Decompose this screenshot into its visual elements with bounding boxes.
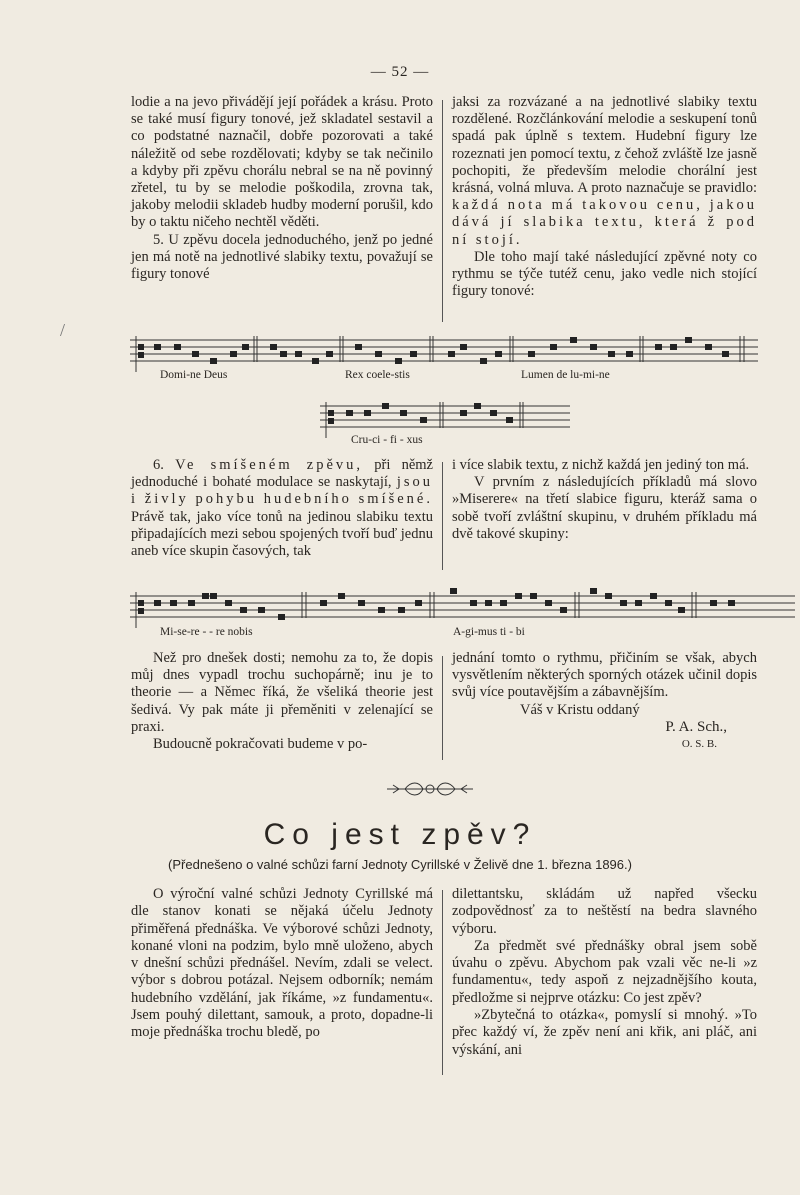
lyric: Mi-se-re - - re nobis — [160, 626, 253, 638]
text-run: při němž jednoduché i bohaté modulace se naskytají, — [131, 457, 433, 491]
paragraph: »Zbytečná to otázka«, pomyslí si mnohý. »To přec každý ví, že zpěv není ani křik, ani pláč, ani výskání, ani — [452, 1007, 757, 1058]
paragraph: lodie a na jevo přivádějí její pořádek a krásu. Proto se také musí figury tonové, jež skladatel sestavil a co podstatné naznačil, dobře pozorovati a také náležitě od sebe rozdělovati; kdyby se tak nečinilo a kdyby při zpěvu chorálu nebral se na ně povinný zřetel, tu by se melodie poškodila, zrovna tak, jakoby melodii skladeb hudby moderní porušil, kdo by o taktu ničeho nechtěl věděti. — [131, 94, 433, 231]
article-left-column — [131, 886, 433, 1042]
column-divider — [442, 462, 443, 570]
paragraph — [131, 457, 433, 560]
paragraph: Za předmět své přednášky obral jsem sobě úvahu o zpěvu. Abychom pak vzali věc ne-li »z fundamentu«, tedy aspoň z nejzadnějšího kouta, předložme si nejprve otázku: Co jest zpěv? — [452, 937, 757, 1006]
emphasis-text: Ve smíšeném zpěvu, — [175, 457, 364, 473]
ornament-divider — [385, 777, 475, 801]
closing-line: Váš v Kristu oddaný — [520, 701, 640, 718]
text-run: jaksi za rozvázané a na jednotlivé slabiky textu rozdělené. Rozčlánkování melodie a seskupení tonů spadá pak úplně s textem. Hudební figury lze rozeznati jen pomocí textu, z čehož zvláště lze jasně pochopiti, že především melodie chorální jest krásná, volná mluva. A proto naznačuje se pravidlo: — [452, 94, 757, 197]
music-staff-3 — [130, 588, 795, 630]
music-staff-1 — [130, 332, 760, 374]
column-divider — [442, 656, 443, 760]
article-right-column — [452, 886, 757, 1059]
section2-right-column — [452, 457, 757, 543]
page-number: — 52 — — [370, 64, 430, 80]
section1-right-column — [452, 94, 757, 300]
paragraph: V prvním z následujících příkladů má slovo »Miserere« na třetí slabice figuru, kteráž sama o sobě tvoří zvláštní skupinu, v druhém příkladu má dvě takové skupiny: — [452, 474, 757, 542]
section-number: 6. — [153, 457, 164, 473]
section3-left-column — [131, 650, 433, 753]
paragraph: jednání tomto o rythmu, přičiním se však, abych vysvětlením některých sporných otázek učinil dopis svůj více poutavějším a zábavnějším. — [452, 650, 757, 701]
section3-right-column — [452, 650, 757, 753]
paragraph: Než pro dnešek dosti; nemohu za to, že dopis můj dnes vypadl trochu suchopárně; inu je to theorie — a Němec říká, že všeliká theorie jest šedivá. Vy pak máte ji přeměniti v zelenající se praxi. — [131, 650, 433, 735]
lyric: Cru-ci - fi - xus — [351, 434, 423, 446]
paragraph: Budoucně pokračovati budeme v po- — [153, 736, 368, 753]
emphasis-text: jsou i živly pohybu hudebního smíšené. — [131, 474, 433, 508]
rule-text: každá nota má takovou cenu, jakou dává jí slabika textu, která ž pod ní stojí. — [452, 197, 757, 248]
paragraph: O výroční valné schůzi Jednoty Cyrillské má dle stanov konati se nějaká účelu Jednoty přiměřená přednáška. Ve výborové schůzi Jednoty, konané vloni na podzim, bylo mně uloženo, abych v dnešní schůzi přednášel. Nevím, zdali se velect. výbor s dobrou potázal. Nejsem odborník; nemám hudebního vzdělání, jak říkáme, »z fundamentu«. Jsem pouhý dilettant, samouk, a proto, dopadne-li moje přednáška trochu bledě, po — [131, 886, 433, 1041]
paragraph: i více slabik textu, z nichž každá jen jediný ton má. — [452, 457, 750, 473]
lyric: Rex coele-stis — [345, 369, 410, 381]
margin-mark: / — [60, 320, 66, 340]
section2-left-column — [131, 457, 433, 560]
lyric: Domi-ne Deus — [160, 369, 228, 381]
section1-left-column — [131, 94, 433, 283]
lyric: A-gi-mus ti - bi — [453, 626, 525, 638]
article-title: Co jest zpěv? — [263, 818, 537, 851]
paragraph: Dle toho mají také následující zpěvné noty co rythmu se týče tutéž cenu, jako vedle nich stojící figury tonové: — [452, 248, 757, 300]
signature: P. A. Sch., — [665, 718, 727, 735]
article-subtitle: (Přednešeno o valné schůzi farní Jednoty Cyrillské v Želivě dne 1. března 1896.) — [168, 857, 632, 872]
paragraph: 5. U zpěvu docela jednoduchého, jenž po jedné jen má notě na jednotlivé slabiky textu, považují se figury tonové — [131, 231, 433, 283]
column-divider — [442, 100, 443, 322]
paragraph — [452, 94, 757, 249]
text-run: Právě tak, jako více tonů na jedinou slabiku textu připadajících mezi sebou spojených tvoří buď jednu aneb více skupin časových, tak — [131, 508, 433, 560]
paragraph: dilettantsku, skládám už napřed všecku zodpovědnosť za to neštěstí na bedra slavného výboru. — [452, 886, 757, 937]
column-divider — [442, 890, 443, 1075]
signature-order: O. S. B. — [681, 738, 717, 751]
lyric: Lumen de lu-mi-ne — [521, 369, 610, 381]
